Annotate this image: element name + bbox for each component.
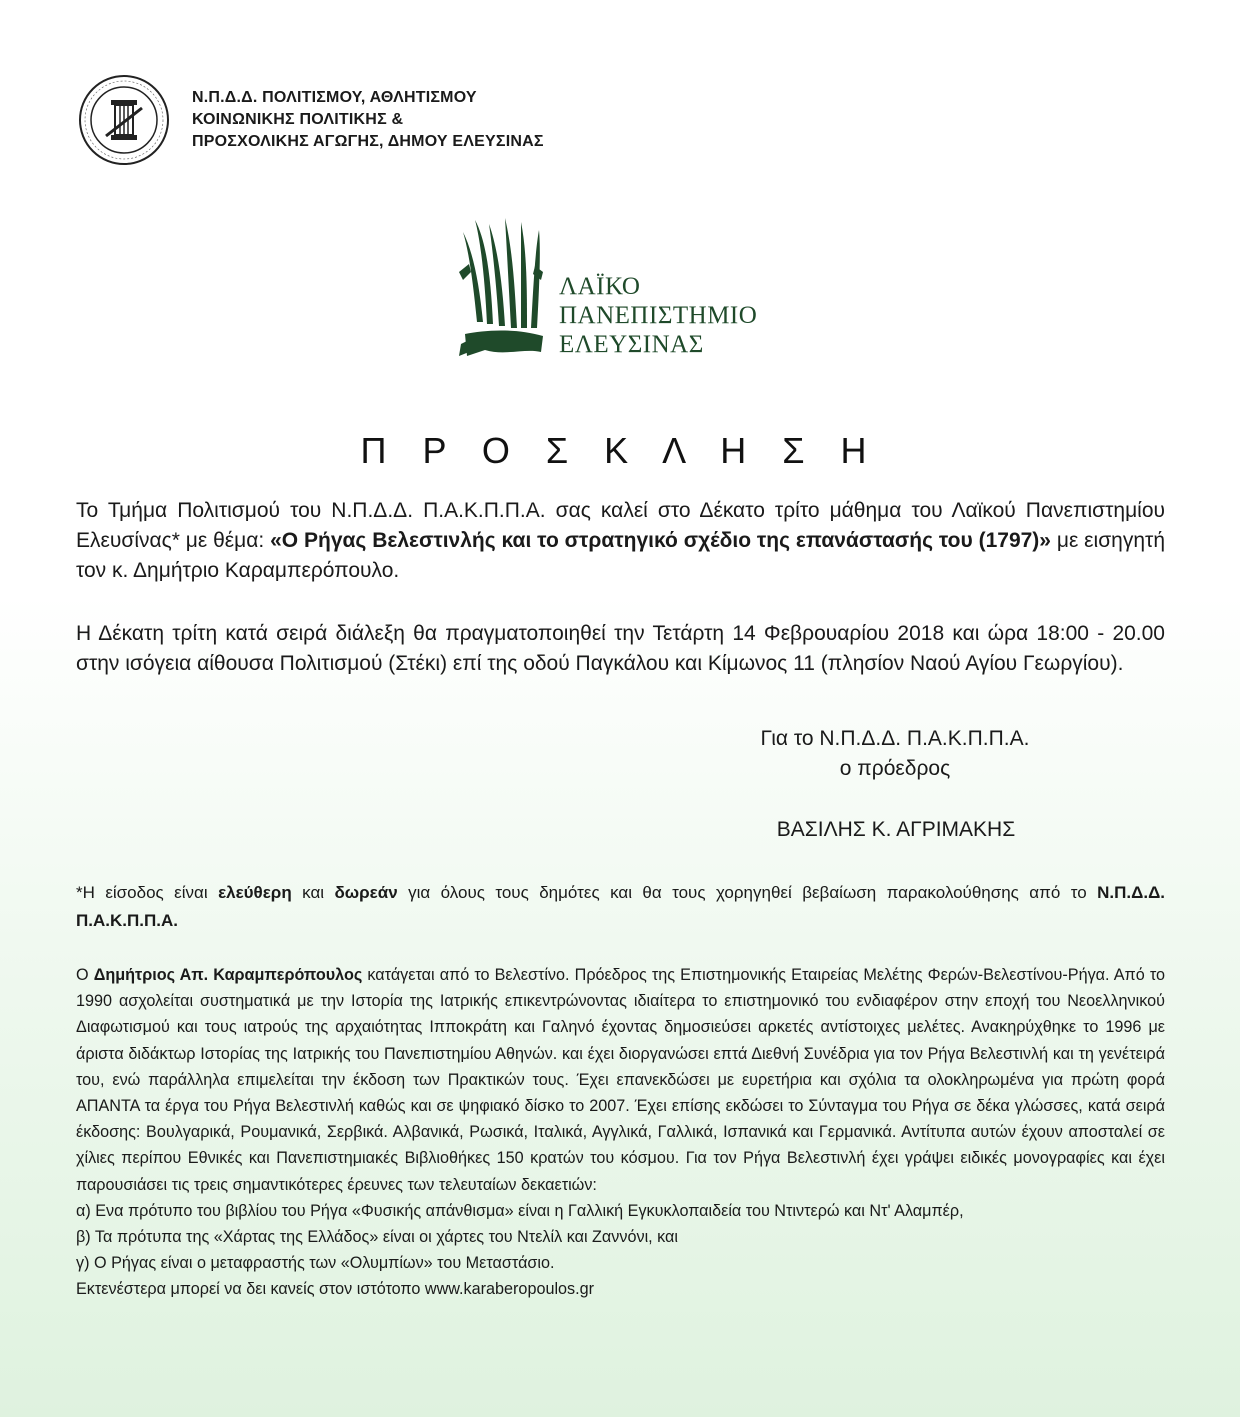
event-details-paragraph: Η Δέκατη τρίτη κατά σειρά διάλεξη θα πραγματοποιηθεί την Τετάρτη 14 Φεβρουαρίου 2018 και ώρα 18:00 - 20.00 στην ισόγεια αίθουσα Πολιτισμού (Στέκι) επί της οδού Παγκάλου και Κίμωνος 11 (πλησίον Ναού Αγίου Γεωργίου). (76, 622, 1165, 675)
signature-role: ο πρόεδρος (839, 757, 951, 780)
university-name-line-2: ΠΑΝΕΠΙΣΤΗΜΙΟ (559, 302, 758, 329)
university-name-line-3: ΕΛΕΥΣΙΝΑΣ (559, 331, 704, 358)
speaker-bio (76, 962, 1165, 1303)
university-logo (455, 212, 757, 362)
bio-item-a: α) Ενα πρότυπο του βιβλίου του Ρήγα «Φυσικής απάνθισμα» είναι η Γαλλική Εγκυκλοπαιδεία του Ντιντερώ και Ντ' Αλαμπέρ, (76, 1201, 964, 1220)
org-line-3: ΠΡΟΣΧΟΛΙΚΗΣ ΑΓΩΓΗΣ, ΔΗΜΟΥ ΕΛΕΥΣΙΝΑΣ (192, 133, 544, 150)
note-text-2: και (291, 883, 335, 902)
note-bold-org: Ν.Π.Δ.Δ. Π.Α.Κ.Π.Π.Α. (76, 883, 1166, 930)
invitation-text-2: με εισηγητή τον κ. Δημήτριο Καραμπερόπουλο. (76, 529, 1166, 582)
bio-website-line: Εκτενέστερα μπορεί να δει κανείς στον ιστότοπο www.karaberopoulos.gr (76, 1280, 595, 1299)
signature-name: ΒΑΣΙΛΗΣ Κ. ΑΓΡΙΜΑΚΗΣ (776, 818, 1016, 841)
bio-text-1: Ο (76, 966, 94, 984)
org-line-2: ΚΟΙΝΩΝΙΚΗΣ ΠΟΛΙΤΙΚΗΣ & (192, 111, 404, 128)
page-title: Π Ρ Ο Σ Κ Λ Η Σ Η (360, 430, 880, 471)
org-header (78, 74, 544, 166)
wheat-icon (455, 212, 551, 362)
university-name (559, 272, 757, 359)
column-seal-icon (78, 74, 170, 166)
note-text-1: *Η είσοδος είναι (76, 883, 219, 902)
invitation-paragraph (76, 496, 1165, 586)
speaker-name: Δημήτριος Απ. Καραμπερόπουλος (93, 966, 363, 984)
note-text-3: για όλους τους δημότες και θα τους χορηγηθεί βεβαίωση παρακολούθησης από το (397, 883, 1098, 902)
university-name-line-1: ΛΑΪΚΟ (559, 273, 641, 300)
bio-item-c: γ) Ο Ρήγας είναι ο μεταφραστής των «Ολυμπίων» του Μεταστάσιο. (76, 1254, 555, 1273)
org-line-1: Ν.Π.Δ.Δ. ΠΟΛΙΤΙΣΜΟΥ, ΑΘΛΗΤΙΣΜΟΥ (192, 89, 477, 106)
bio-text-2: κατάγεται από το Βελεστίνο. Πρόεδρος της Επιστημονικής Εταιρείας Μελέτης Φερών-Βελεστίνου-Ρήγα. Από το 1990 ασχολείται συστηματικά με την Ιστορία της Ιατρικής επικεντρώνοντας ιδιαίτερα το επιστημονικό του ενδιαφέρον στην εποχή του Νεοελληνικού Διαφωτισμού και τους ιατρούς της αρχαιότητας Ιπποκράτη και Γαληνό έχοντας δημοσιεύσει αρκετές αντίστοιχες μελέτες. Ανακηρύχθηκε το 1996 με άριστα διδάκτωρ Ιστορίας της Ιατρικής του Πανεπιστημίου Αθηνών. και έχει διοργανώσει επτά Διεθνή Συνέδρια για τον Ρήγα Βελεστινλή και τη γενέτειρά του, ενώ παράλληλα επιμελείται την έκδοση των Πρακτικών τους. Έχει επανεκδώσει με ευρετήρια και σχόλια τα ολοκληρωμένα για πρώτη φορά ΑΠΑΝΤΑ τα έργα του Ρήγα Βελεστινλή καθώς και σε ψηφιακό δίσκο το 2007. Έχει επίσης εκδώσει το Σύνταγμα του Ρήγα σε δέκα γλώσσες, κατά σειρά έκδοσης: Βουλγαρικά, Ρουμανικά, Σερβικά. Αλβανικά, Ρωσικά, Ιταλικά, Αγγλικά, Γαλλικά, Ισπανικά και Γερμανικά. Αντίτυπα αυτών έχουν αποσταλεί σε χίλιες περίπου Εθνικές και Πανεπιστημιακές Βιβλιοθήκες 150 κρατών του κόσμου. Για τον Ρήγα Βελεστινλή έχει γράψει ειδικές μονογραφίες και έχει παρουσιάσει τις τρεις σημαντικότερες έρευνες των τελευταίων δεκαετιών: (76, 966, 1165, 1194)
bio-item-b: β) Τα πρότυπα της «Χάρτας της Ελλάδος» είναι οι χάρτες του Ντελίλ και Ζαννόνι, και (76, 1228, 679, 1247)
note-bold-gratis: δωρεάν (334, 883, 398, 902)
org-name (192, 87, 544, 153)
invitation-text-1: Το Τμήμα Πολιτισμού του Ν.Π.Δ.Δ. Π.Α.Κ.Π.Π.Α. σας καλεί στο Δέκατο τρίτο μάθημα του Λαϊκού Πανεπιστημίου Ελευσίνας* με θέμα: (76, 499, 1165, 552)
lecture-topic: «Ο Ρήγας Βελεστινλής και το στρατηγικό σχέδιο της επανάστασής του (1797)» (270, 529, 1051, 552)
signature-organization: Για το Ν.Π.Δ.Δ. Π.Α.Κ.Π.Π.Α. (760, 727, 1030, 750)
note-bold-free: ελεύθερη (218, 883, 292, 902)
entry-note (76, 879, 1165, 935)
